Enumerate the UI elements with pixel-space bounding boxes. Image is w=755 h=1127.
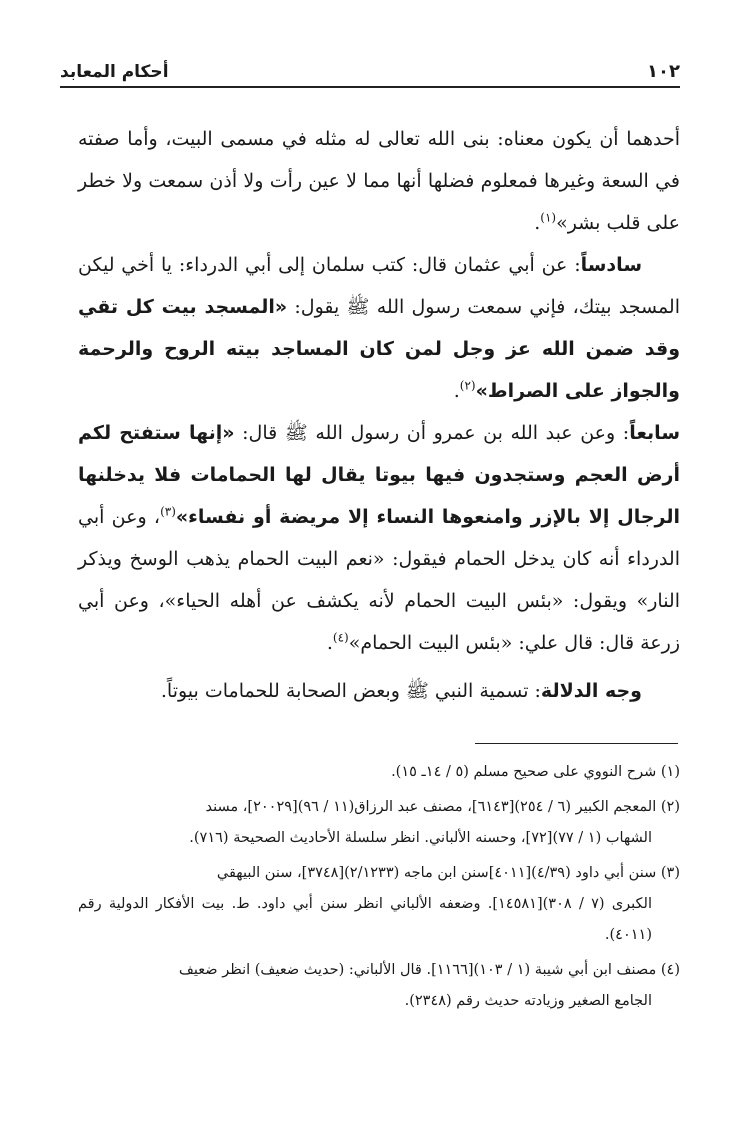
footnote-number: (١): [660, 764, 680, 780]
footnote-2: [78, 792, 680, 854]
footnote-ref-1: (١): [540, 210, 557, 225]
footnote-ref-4: (٤): [332, 630, 349, 645]
paragraph-dalala: [78, 670, 680, 712]
paragraph-sixth-lead: سادساً: [580, 254, 642, 276]
paragraph-seventh: سابعاً: وعن عبد الله بن عمرو أن رسول الله ﷺ قال: «إنها ستفتح لكم أرض العجم وستجدون فيها بيوتا يقال لها الحمامات فلا يدخلنها الرجال إلا بالإزر وامنعوها النساء إلا مريضة أو نفساء»$^{(٣)}$، وعن أبي الدرداء أنه كان يدخل الحمام فيقول: «نعم البيت الحمام يذهب الوسخ ويذكر النار» ويقول: «بئس البيت الحمام لأنه يكشف عن أهله الحياء»، وعن أبي زرعة قال: قال علي: «بئس البيت الحمام»$^{(٤)}$.: [78, 422, 680, 654]
footnote-ref-3: (٣): [160, 504, 176, 519]
page-number: ١٠٢: [647, 61, 680, 82]
footnote-4: [78, 955, 680, 1017]
running-title: أحكام المعابد: [60, 62, 169, 82]
main-text: [78, 118, 680, 712]
footnote-text: شرح النووي على صحيح مسلم (٥ / ١٤ـ ١٥).: [391, 764, 657, 780]
footnotes: [78, 757, 680, 1021]
footnote-number: (٢): [660, 799, 680, 815]
page-header: [60, 52, 680, 88]
footnote-text-continued: الكبرى (٧ / ٣٠٨)[١٤٥٨١]. وضعفه الألباني انظر سنن أبي داود. ط. بيت الأفكار الدولية رقم (٤٠١١).: [78, 896, 652, 943]
hadith-masjid: «المسجد بيت كل تقي وقد ضمن الله عز وجل لمن كان المساجد بيته الروح والرحمة والجواز على الصراط»: [78, 296, 680, 402]
footnote-text: مصنف ابن أبي شيبة (١ / ١٠٣)[١١٦٦]. قال الألباني: (حديث ضعيف) انظر ضعيف: [178, 962, 657, 978]
paragraph-1-text: أحدهما أن يكون معناه: بنى الله تعالى له مثله في مسمى البيت، وأما صفته في السعة وغيرها فمعلوم فضلها أنها مما لا عين رأت ولا أذن سمعت ولا خطر على قلب بشر»: [78, 128, 680, 234]
paragraph-seventh-text: : وعن عبد الله بن عمرو أن رسول الله ﷺ قال:: [234, 422, 630, 444]
footnote-text-continued: الجامع الصغير وزيادته حديث رقم (٢٣٤٨).: [404, 993, 652, 1009]
paragraph-sixth-text: : عن أبي عثمان قال: كتب سلمان إلى أبي الدرداء: يا أخي ليكن المسجد بيتك، فإني سمعت رسول الله ﷺ يقول:: [78, 254, 680, 318]
footnote-ref-2: (٢): [459, 378, 476, 393]
footnote-number: (٣): [660, 865, 680, 881]
footnote-3: [78, 858, 680, 951]
footnote-number: (٤): [660, 962, 680, 978]
footnote-1: [78, 757, 680, 788]
paragraph-seventh-lead: سابعاً: [629, 422, 680, 444]
paragraph-sixth: سادساً: عن أبي عثمان قال: كتب سلمان إلى أبي الدرداء: يا أخي ليكن المسجد بيتك، فإني سمعت رسول الله ﷺ يقول: «المسجد بيت كل تقي وقد ضمن الله عز وجل لمن كان المساجد بيته الروح والرحمة والجواز على الصراط»$^{(٢)}$.: [78, 254, 680, 402]
footnote-text-continued: الشهاب (١ / ٧٧)[٧٢]، وحسنه الألباني. انظر سلسلة الأحاديث الصحيحة (٧١٦).: [189, 830, 652, 846]
hadith-hammamat: «إنها ستفتح لكم أرض العجم وستجدون فيها بيوتا يقال لها الحمامات فلا يدخلنها الرجال إلا بالإزر وامنعوها النساء إلا مريضة أو نفساء»: [78, 422, 680, 528]
paragraph-dalala-lead: وجه الدلالة: [540, 680, 642, 702]
footnote-separator: [475, 743, 678, 744]
paragraph-seventh-text-2: ، وعن أبي الدرداء أنه كان يدخل الحمام فيقول: «نعم البيت الحمام يذهب الوسخ ويذكر النار» ويقول: «بئس البيت الحمام لأنه يكشف عن أهله الحياء»، وعن أبي زرعة قال: قال علي: «بئس البيت الحمام»: [78, 506, 680, 654]
paragraph-1: أحدهما أن يكون معناه: بنى الله تعالى له مثله في مسمى البيت، وأما صفته في السعة وغيرها فمعلوم فضلها أنها مما لا عين رأت ولا أذن سمعت ولا خطر على قلب بشر»$^{(١)}$.: [78, 128, 680, 234]
footnote-text: المعجم الكبير (٦ / ٢٥٤)[٦١٤٣]، مصنف عبد الرزاق(١١ / ٩٦)[٢٠٠٢٩]، مسند: [205, 799, 657, 815]
footnote-text: سنن أبي داود (٤/٣٩)[٤٠١١]سنن ابن ماجه (٢/١٢٣٣)[٣٧٤٨]، سنن البيهقي: [216, 865, 657, 881]
paragraph-dalala-text: : تسمية النبي ﷺ وبعض الصحابة للحمامات بيوتاً.: [160, 680, 541, 702]
